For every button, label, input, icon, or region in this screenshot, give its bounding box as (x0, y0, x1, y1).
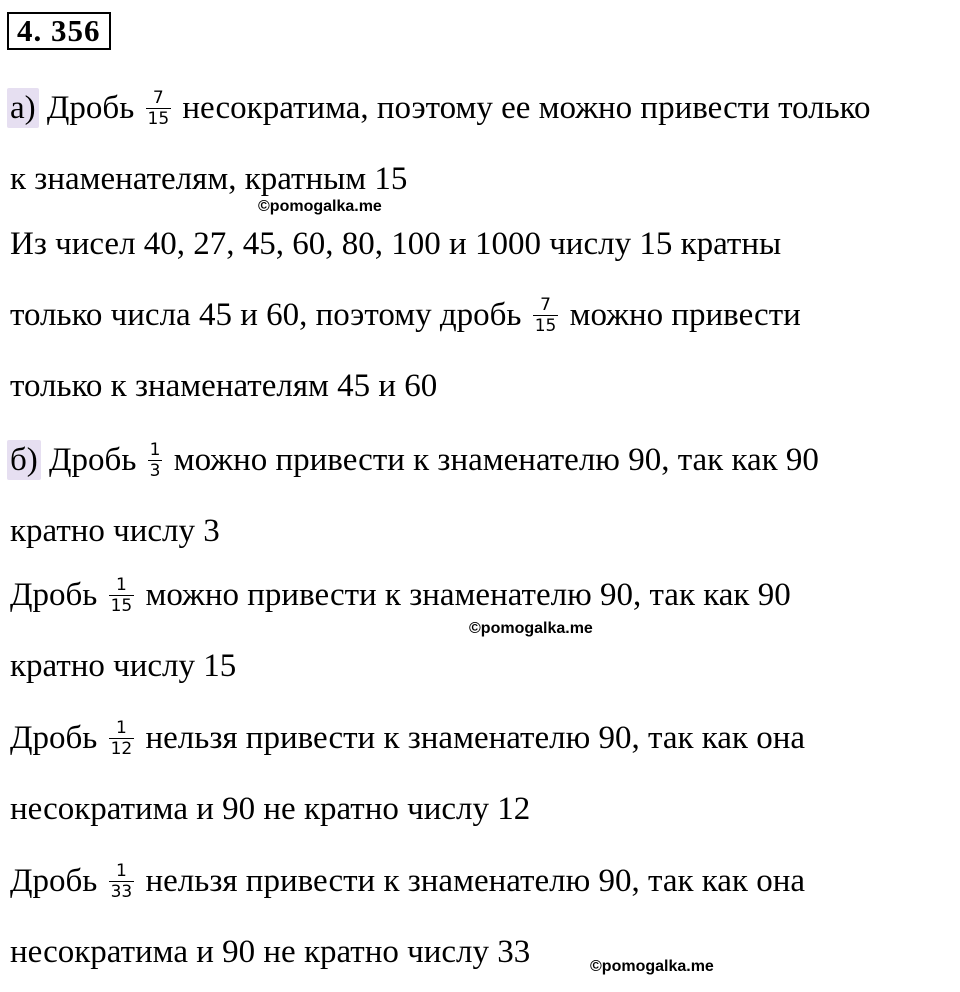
line-text: нельзя привести к знаменателю 90, так как она (145, 720, 806, 756)
line-text: Дробь (10, 720, 98, 756)
fraction-numerator: 7 (533, 295, 559, 316)
solution-line: кратно числу 15 (10, 648, 237, 684)
fraction (146, 88, 172, 129)
solution-line: кратно числу 3 (10, 513, 220, 549)
fraction-denominator: 15 (534, 315, 557, 336)
solution-line (10, 575, 791, 615)
line-text: можно привести (569, 297, 801, 333)
solution-line (10, 295, 801, 335)
solution-line: только к знаменателям 45 и 60 (10, 368, 438, 404)
line-text: Дробь (10, 863, 98, 899)
fraction-denominator: 33 (110, 881, 133, 902)
solution-line (10, 718, 805, 758)
fraction (109, 861, 135, 902)
solution-line: Из чисел 40, 27, 45, 60, 80, 100 и 1000 числу 15 кратны (10, 226, 782, 262)
fraction-denominator: 12 (110, 738, 133, 759)
line-text: Дробь (49, 442, 137, 478)
fraction-numerator: 1 (109, 575, 135, 596)
part-marker: б) (7, 440, 41, 480)
line-text: только числа 45 и 60, поэтому дробь (10, 297, 522, 333)
problem-number: 4. 356 (7, 12, 111, 50)
line-text: можно привести к знаменателю 90, так как 90 (145, 577, 791, 613)
watermark: ©pomogalka.me (258, 198, 382, 215)
fraction (533, 295, 559, 336)
solution-line (10, 440, 819, 480)
fraction-denominator: 15 (110, 595, 133, 616)
line-text: можно привести к знаменателю 90, так как 90 (173, 442, 819, 478)
part-marker: а) (7, 88, 39, 128)
fraction-numerator: 1 (109, 861, 135, 882)
watermark: ©pomogalka.me (469, 620, 593, 637)
solution-line: несократима и 90 не кратно числу 33 (10, 934, 531, 970)
fraction-denominator: 15 (147, 108, 170, 129)
solution-line: несократима и 90 не кратно числу 12 (10, 791, 531, 827)
solution-line: к знаменателям, кратным 15 (10, 161, 408, 197)
fraction-numerator: 7 (146, 88, 172, 109)
fraction-numerator: 1 (109, 718, 135, 739)
solution-line (10, 88, 871, 128)
fraction-numerator: 1 (149, 439, 161, 460)
fraction (148, 440, 163, 481)
fraction (109, 575, 135, 616)
fraction-denominator: 3 (149, 460, 161, 481)
line-text: нельзя привести к знаменателю 90, так как она (145, 863, 806, 899)
line-text: Дробь (46, 90, 135, 126)
line-text: Дробь (10, 577, 98, 613)
fraction (109, 718, 135, 759)
line-text: несократима, поэтому ее можно привести только (182, 90, 871, 126)
solution-line (10, 861, 805, 901)
watermark: ©pomogalka.me (590, 958, 714, 975)
